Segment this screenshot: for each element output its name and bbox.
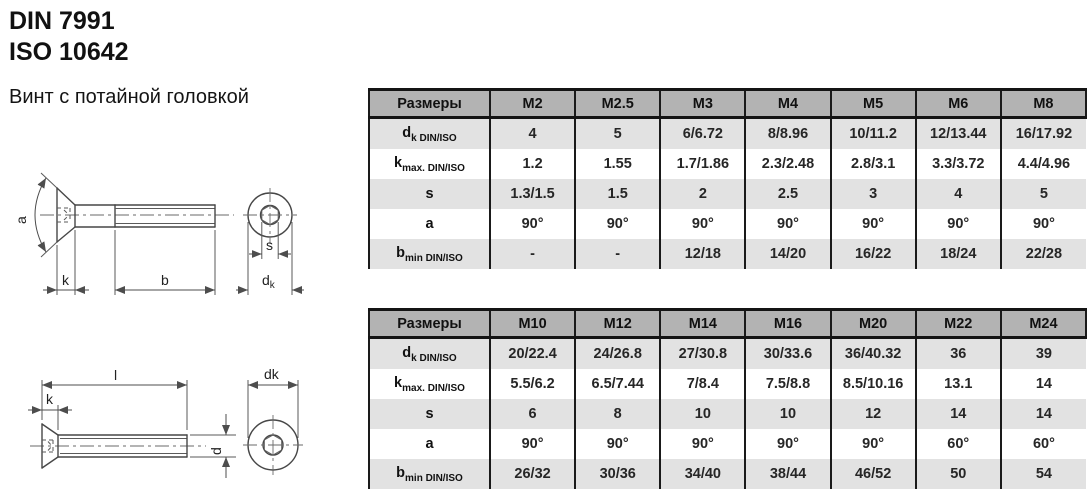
size-column-header: M22 [916, 310, 1001, 338]
row-label: $k_{max. DIN/ISO}$ [369, 149, 490, 179]
value-cell: - [490, 239, 575, 269]
value-cell: 38/44 [745, 459, 830, 489]
value-cell: 22/28 [1001, 239, 1086, 269]
value-cell: 8 [575, 399, 660, 429]
socket-width-dim-label: s [266, 237, 273, 253]
row-label: s [369, 399, 490, 429]
value-cell: 26/32 [490, 459, 575, 489]
value-cell: 90° [490, 209, 575, 239]
value-cell: 5.5/6.2 [490, 369, 575, 399]
size-column-header: M20 [831, 310, 916, 338]
value-cell: 1.5 [575, 179, 660, 209]
value-cell: 12/18 [660, 239, 745, 269]
value-cell: 18/24 [916, 239, 1001, 269]
size-column-header: M4 [745, 90, 830, 118]
head-diameter-dim-label: $d_k$ [262, 272, 275, 291]
value-cell: 16/22 [831, 239, 916, 269]
size-column-header: M16 [745, 310, 830, 338]
value-cell: 36/40.32 [831, 338, 916, 370]
value-cell: 34/40 [660, 459, 745, 489]
angle-dim-label: a [13, 216, 29, 224]
value-cell: 2.8/3.1 [831, 149, 916, 179]
value-cell: 90° [660, 429, 745, 459]
table-row [369, 369, 1086, 399]
value-cell: 90° [745, 429, 830, 459]
table-header-row [369, 310, 1086, 338]
value-cell: 5 [1001, 179, 1086, 209]
value-cell: 4.4/4.96 [1001, 149, 1086, 179]
value-cell: 12/13.44 [916, 118, 1001, 150]
value-cell: 4 [490, 118, 575, 150]
length-dim-label: l [114, 367, 118, 383]
value-cell: 10/11.2 [831, 118, 916, 150]
value-cell: 50 [916, 459, 1001, 489]
row-label: a [369, 429, 490, 459]
value-cell: 6.5/7.44 [575, 369, 660, 399]
value-cell: 2.3/2.48 [745, 149, 830, 179]
table-row [369, 118, 1086, 150]
value-cell: 30/36 [575, 459, 660, 489]
value-cell: 46/52 [831, 459, 916, 489]
value-cell: 90° [1001, 209, 1086, 239]
value-cell: 90° [660, 209, 745, 239]
value-cell: 90° [575, 429, 660, 459]
table-row [369, 338, 1086, 370]
sizes-header-cell: Размеры [369, 310, 490, 338]
value-cell: 1.7/1.86 [660, 149, 745, 179]
size-column-header: M3 [660, 90, 745, 118]
table-row [369, 239, 1086, 269]
value-cell: 90° [831, 429, 916, 459]
page-title: Винт с потайной головкой [9, 86, 249, 108]
value-cell: 2.5 [745, 179, 830, 209]
size-column-header: M24 [1001, 310, 1086, 338]
table-row [369, 399, 1086, 429]
value-cell: 6 [490, 399, 575, 429]
value-cell: 6/6.72 [660, 118, 745, 150]
screw-length-view-drawing [10, 352, 350, 499]
size-column-header: M12 [575, 310, 660, 338]
size-column-header: M5 [831, 90, 916, 118]
value-cell: 14 [916, 399, 1001, 429]
value-cell: 1.3/1.5 [490, 179, 575, 209]
value-cell: 12 [831, 399, 916, 429]
table-header-row [369, 90, 1086, 118]
value-cell: 10 [745, 399, 830, 429]
value-cell: 54 [1001, 459, 1086, 489]
value-cell: 2 [660, 179, 745, 209]
standard-titles [9, 6, 129, 68]
sizes-header-cell: Размеры [369, 90, 490, 118]
value-cell: 90° [831, 209, 916, 239]
head-diameter-dim-label: dk [264, 366, 279, 382]
value-cell: 30/33.6 [745, 338, 830, 370]
size-column-header: M14 [660, 310, 745, 338]
row-label: $d_{k DIN/ISO}$ [369, 338, 490, 370]
diameter-dim-label: d [208, 447, 224, 455]
iso-standard-title: ISO 10642 [9, 38, 129, 66]
dimensions-table-m10-m24 [368, 308, 1087, 489]
value-cell: 20/22.4 [490, 338, 575, 370]
value-cell: 39 [1001, 338, 1086, 370]
table-row [369, 149, 1086, 179]
value-cell: 5 [575, 118, 660, 150]
thread-length-dim-label: b [161, 272, 169, 288]
row-label: $b_{min DIN/ISO}$ [369, 239, 490, 269]
table-row [369, 179, 1086, 209]
value-cell: 13.1 [916, 369, 1001, 399]
value-cell: 90° [745, 209, 830, 239]
value-cell: 1.55 [575, 149, 660, 179]
value-cell: 27/30.8 [660, 338, 745, 370]
value-cell: 14 [1001, 399, 1086, 429]
value-cell: - [575, 239, 660, 269]
value-cell: 90° [575, 209, 660, 239]
value-cell: 60° [1001, 429, 1086, 459]
value-cell: 10 [660, 399, 745, 429]
head-height-dim-label: k [46, 391, 53, 407]
table-row [369, 209, 1086, 239]
head-height-dim-label: k [62, 272, 69, 288]
row-label: $d_{k DIN/ISO}$ [369, 118, 490, 150]
value-cell: 7.5/8.8 [745, 369, 830, 399]
value-cell: 90° [916, 209, 1001, 239]
value-cell: 14/20 [745, 239, 830, 269]
row-label: s [369, 179, 490, 209]
value-cell: 60° [916, 429, 1001, 459]
value-cell: 3.3/3.72 [916, 149, 1001, 179]
size-column-header: M2 [490, 90, 575, 118]
size-column-header: M8 [1001, 90, 1086, 118]
dimensions-table-m2-m8 [368, 88, 1087, 269]
value-cell: 8/8.96 [745, 118, 830, 150]
value-cell: 8.5/10.16 [831, 369, 916, 399]
size-column-header: M2.5 [575, 90, 660, 118]
value-cell: 4 [916, 179, 1001, 209]
value-cell: 1.2 [490, 149, 575, 179]
screw-side-view-drawing [10, 160, 350, 307]
size-column-header: M10 [490, 310, 575, 338]
value-cell: 36 [916, 338, 1001, 370]
value-cell: 16/17.92 [1001, 118, 1086, 150]
row-label: $k_{max. DIN/ISO}$ [369, 369, 490, 399]
value-cell: 7/8.4 [660, 369, 745, 399]
row-label: a [369, 209, 490, 239]
value-cell: 90° [490, 429, 575, 459]
din-standard-title: DIN 7991 [9, 7, 115, 35]
table-row [369, 459, 1086, 489]
row-label: $b_{min DIN/ISO}$ [369, 459, 490, 489]
value-cell: 24/26.8 [575, 338, 660, 370]
value-cell: 14 [1001, 369, 1086, 399]
value-cell: 3 [831, 179, 916, 209]
size-column-header: M6 [916, 90, 1001, 118]
table-row [369, 429, 1086, 459]
